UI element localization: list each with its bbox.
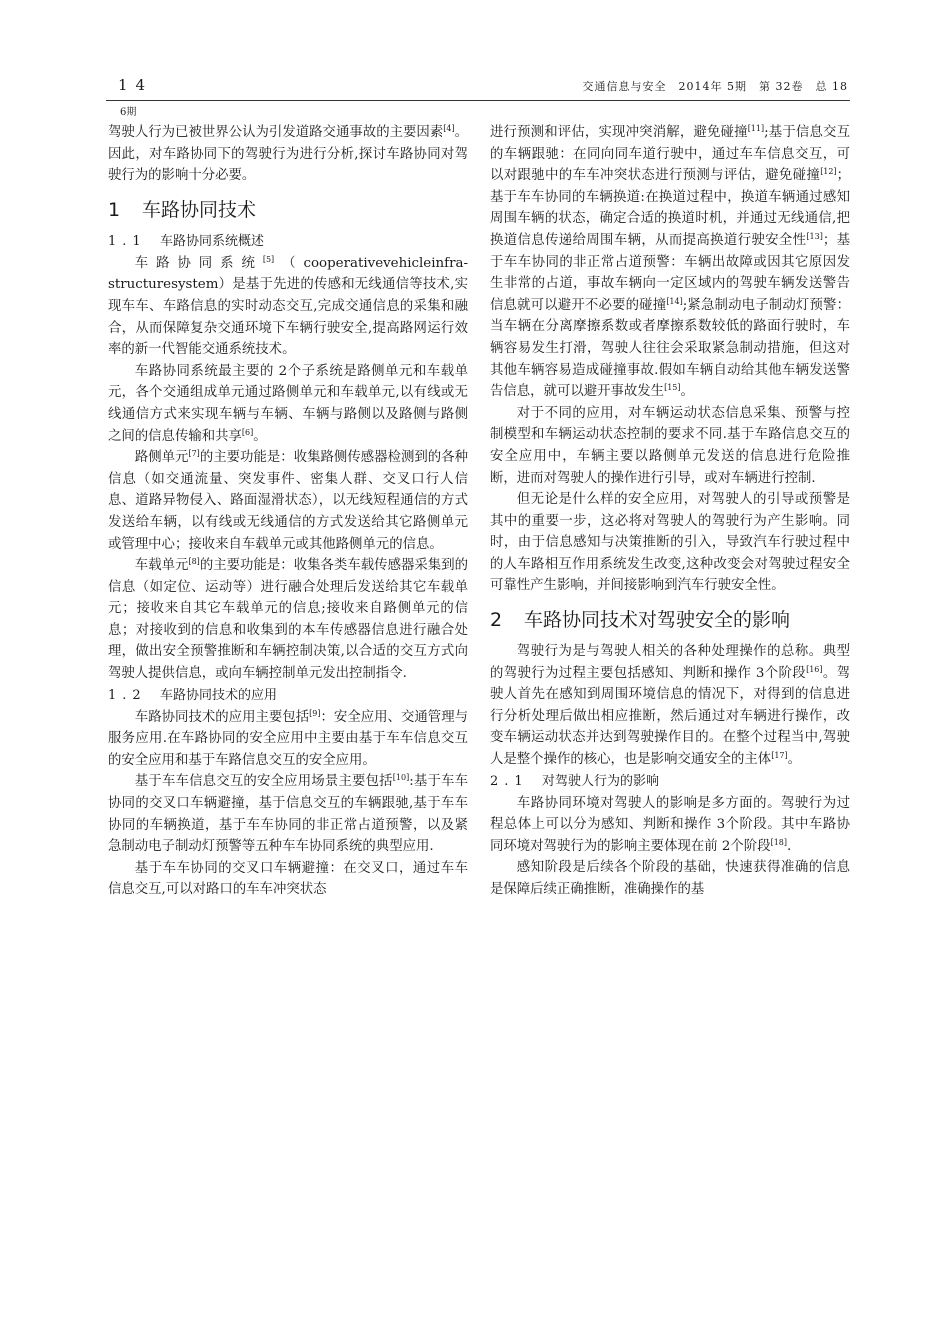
body-paragraph: 基于车车信息交互的安全应用场景主要包括[10]:基于车车协同的交叉口车辆避撞，基于信息交互的车辆跟驰,基于车车协同的车辆换道，基于车车协同的非正常占道预警，以及紧急制动电子制动灯预警等五种车车协同系统的典型应用. — [108, 773, 469, 855]
citation: [15] — [664, 383, 681, 393]
citation: [11] — [747, 124, 765, 133]
subsection-heading: 2.1 对驾驶人行为的影响 — [490, 773, 660, 789]
citation: [7] — [188, 449, 200, 459]
citation: [16] — [806, 664, 823, 674]
citation: [12] — [820, 167, 837, 177]
citation: [10] — [392, 773, 410, 783]
body-paragraph: 车路协同环境对驾驶人的影响是多方面的。驾驶行为过程总体上可以分为感知、判断和操作 3个阶段。其中车路协同环境对驾驶行为的影响主要体现在前 2个阶段[18]. — [490, 795, 850, 854]
left-column — [108, 122, 468, 901]
citation: [18] — [770, 837, 788, 847]
subsection-heading: 1.2 车路协同技术的应用 — [108, 687, 278, 703]
right-column — [490, 122, 850, 901]
body-paragraph: 驾驶行为是与驾驶人相关的各种处理操作的总称。典型的驾驶行为过程主要包括感知、判断和操作 3个阶段[16]。驾驶人首先在感知到周围环境信息的情况下，对得到的信息进行分析处理后做出相应推断，然后通过对车辆进行操作，改变车辆运动状态并达到驾驶操作目的。在整个过程当中,驾驶人是整个操作的核心，也是影响交通安全的主体[17]。 — [490, 644, 851, 768]
citation: [8] — [188, 557, 200, 567]
citation: [13] — [806, 231, 823, 241]
journal-info: 交通信息与安全 2014年 5期 第 32卷 总 18 — [582, 80, 848, 93]
issue-continuation: 6期 — [120, 107, 137, 118]
section-heading: 2 车路协同技术对驾驶安全的影响 — [490, 609, 791, 632]
citation: [17] — [771, 751, 788, 761]
citation: [4] — [443, 124, 455, 133]
intro-paragraph: 驾驶人行为已被世界公认为引发道路交通事故的主要因素[4]。因此，对车路协同下的驾驶行为进行分析,探讨车路协同对驾驶行为的影响十分必要。 — [108, 124, 469, 184]
body-paragraph: 车路协同系统[5]（cooperativevehicleinfra-structuresystem）是基于先进的传感和无线通信等技术,实现车车、车路信息的实时动态交互,完成交通信息的采集和融合，从而保障复杂交通环境下车辆行驶安全,提高路网运行效率的新一代智能交通系统技术。 — [108, 254, 468, 358]
body-paragraph: 路侧单元[7]的主要功能是：收集路侧传感器检测到的各种信息（如交通流量、突发事件、密集人群、交叉口行人信息、道路异物侵入、路面湿滑状态），以无线短程通信的方式发送给车辆，以有线或无线通信的方式发送给其它路侧单元或管理中心；接收来自车载单元或其他路侧单元的信息。 — [108, 449, 469, 552]
body-paragraph: 感知阶段是后续各个阶段的基础，快速获得准确的信息是保障后续正确推断，准确操作的基 — [490, 860, 850, 897]
section-heading: 1 车路协同技术 — [108, 198, 257, 221]
citation: [14] — [666, 296, 683, 306]
body-paragraph: 进行预测和评估，实现冲突消解，避免碰撞[11];基于信息交互的车辆跟驰：在同向同车道行驶中，通过车车信息交互，可以对跟驰中的车车冲突状态进行预测与评估，避免碰撞[12]；基于车车协同的车辆换道:在换道过程中，换道车辆通过感知周围车辆的状态，确定合适的换道时机，并通过无线通信,把换道信息传递给周围车辆，从而提高换道行驶安全性[13]；基于车车协同的非正常占道预警：车辆出故障或因其它原因发生非常的占道，事故车辆向一定区域内的驾驶车辆发送警告信息就可以避开不必要的碰撞[14];紧急制动电子制动灯预警：当车辆在分离摩擦系数或者摩擦系数较低的路面行驶时，车辆容易发生打滑，驾驶人往往会采取紧急制动措施，但这对其他车辆容易造成碰撞事故.假如车辆自动给其他车辆发送警告信息，就可以避开事故发生[15]。 — [490, 124, 851, 400]
citation: [9] — [309, 708, 321, 718]
citation: [5] — [262, 254, 275, 264]
body-paragraph: 对于不同的应用，对车辆运动状态信息采集、预警与控制模型和车辆运动状态控制的要求不同.基于车路信息交互的安全应用中，车辆主要以路侧单元发送的信息进行危险推断，进而对驾驶人的操作进行引导，或对车辆进行控制. — [490, 405, 850, 486]
header-rule — [106, 100, 850, 101]
body-paragraph: 车路协同系统最主要的 2个子系统是路侧单元和车载单元，各个交通组成单元通过路侧单元和车载单元,以有线或无线通信方式来实现车辆与车辆、车辆与路侧以及路侧与路侧之间的信息传输和共享[6]。 — [108, 363, 468, 444]
body-paragraph: 基于车车协同的交叉口车辆避撞：在交叉口，通过车车信息交互,可以对路口的车车冲突状态 — [108, 860, 468, 898]
citation: [6] — [241, 427, 254, 437]
body-paragraph: 但无论是什么样的安全应用，对驾驶人的引导或预警是其中的重要一步，这必将对驾驶人的驾驶行为产生影响。同时，由于信息感知与决策推断的引入，导致汽车行驶过程中的人车路相互作用系统发生改变,这种改变会对驾驶过程安全可靠性产生影响，并间接影响到汽车行驶安全性。 — [490, 492, 850, 594]
page-number: 14 — [118, 76, 154, 94]
body-paragraph: 车载单元[8]的主要功能是：收集各类车载传感器采集到的信息（如定位、运动等）进行融合处理后发送给其它车载单元；接收来自其它车载单元的信息;接收来自路侧单元的信息；对接收到的信息和收集到的本车传感器信息进行融合处理，做出安全预警推断和车辆控制决策,以合适的交互方式向驾驶人提供信息，或向车辆控制单元发出控制指令. — [108, 557, 469, 682]
running-header — [106, 76, 848, 96]
subsection-heading: 1.1 车路协同系统概述 — [108, 233, 265, 249]
body-paragraph: 车路协同技术的应用主要包括[9]：安全应用、交通管理与服务应用.在车路协同的安全应用中主要由基于车车信息交互的安全应用和基于车路信息交互的安全应用。 — [108, 708, 469, 768]
